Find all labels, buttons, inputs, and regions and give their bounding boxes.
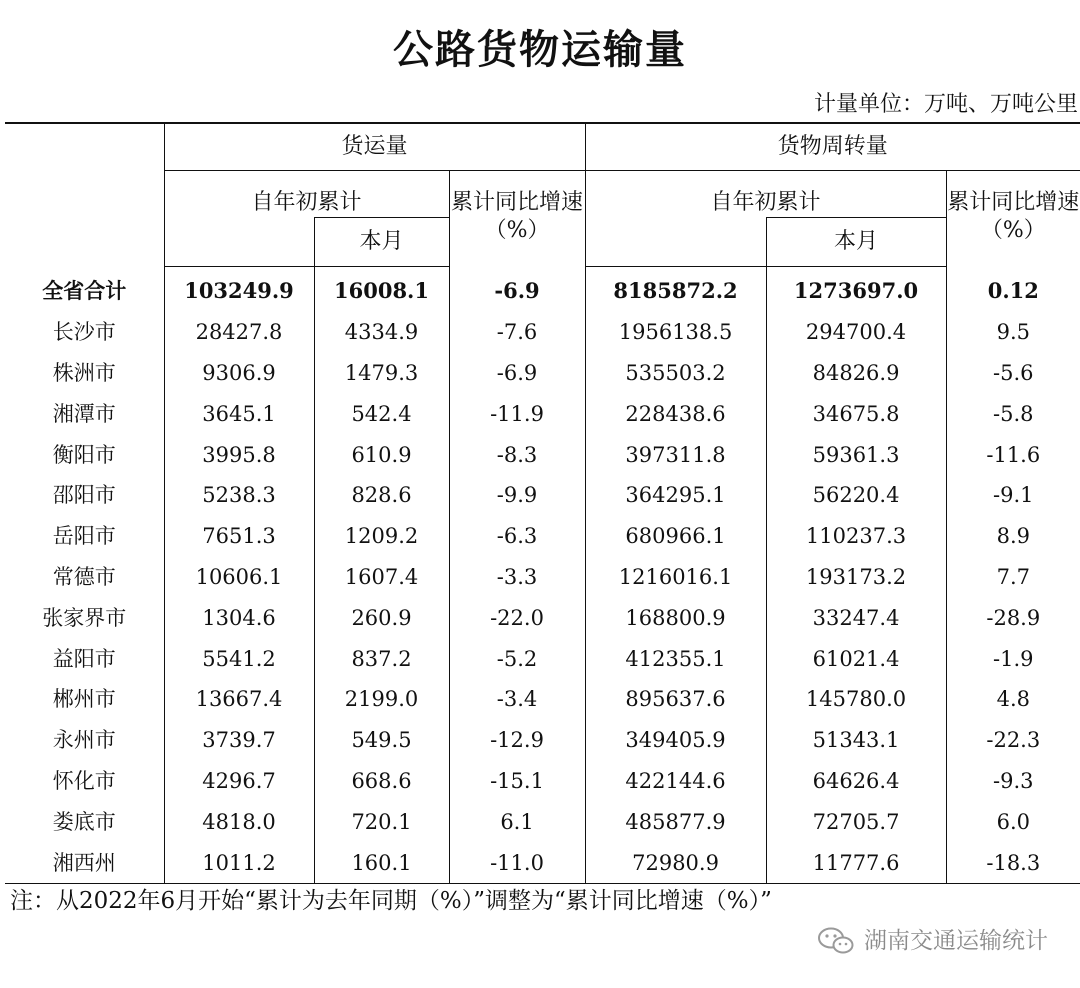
freight-ytd-cell: 3995.8 <box>164 434 314 475</box>
turnover-month-cell: 84826.9 <box>766 353 946 394</box>
table-row <box>5 638 1080 679</box>
turnover-yoy-cell: -22.3 <box>946 720 1080 761</box>
freight-month-cell: 2199.0 <box>314 679 449 720</box>
freight-ytd-cell: 5541.2 <box>164 638 314 679</box>
freight-yoy-header: 累计同比增速（%） <box>449 171 585 267</box>
turnover-yoy-cell: -28.9 <box>946 597 1080 638</box>
turnover-ytd-cell: 422144.6 <box>585 761 766 802</box>
freight-yoy-cell: -15.1 <box>449 761 585 802</box>
turnover-ytd-cell: 485877.9 <box>585 801 766 842</box>
turnover-ytd-cell: 72980.9 <box>585 842 766 883</box>
region-cell: 岳阳市 <box>52 524 116 549</box>
freight-month-header: 本月 <box>314 218 449 267</box>
freight-yoy-cell: -7.6 <box>449 312 585 353</box>
turnover-yoy-cell: 7.7 <box>946 557 1080 598</box>
turnover-month-cell: 64626.4 <box>766 761 946 802</box>
freight-month-cell: 1209.2 <box>314 516 449 557</box>
turnover-month-cell: 61021.4 <box>766 638 946 679</box>
turnover-ytd-cell: 8185872.2 <box>585 267 766 312</box>
freight-ytd-cell: 4818.0 <box>164 801 314 842</box>
turnover-month-cell: 145780.0 <box>766 679 946 720</box>
watermark <box>816 922 1048 960</box>
turnover-ytd-cell: 1956138.5 <box>585 312 766 353</box>
freight-ytd-cell: 1304.6 <box>164 597 314 638</box>
freight-month-cell: 542.4 <box>314 393 449 434</box>
freight-yoy-cell: -11.0 <box>449 842 585 883</box>
table-row <box>5 312 1080 353</box>
turnover-yoy-cell: -5.6 <box>946 353 1080 394</box>
turnover-yoy-cell: -9.1 <box>946 475 1080 516</box>
freight-yoy-cell: -8.3 <box>449 434 585 475</box>
table-row <box>5 475 1080 516</box>
turnover-ytd-cell: 895637.6 <box>585 679 766 720</box>
region-cell: 湘西州 <box>5 842 164 883</box>
region-cell: 全省合计 <box>42 278 127 304</box>
turnover-yoy-cell: 8.9 <box>946 516 1080 557</box>
freight-month-cell: 549.5 <box>314 720 449 761</box>
freight-yoy-cell: -11.9 <box>449 393 585 434</box>
table-body <box>5 267 1080 884</box>
turnover-header: 货物周转量 <box>585 123 1080 171</box>
turnover-ytd-spacer <box>585 218 766 267</box>
freight-volume-header: 货运量 <box>164 123 585 171</box>
turnover-yoy-cell: -1.9 <box>946 638 1080 679</box>
freight-yoy-cell: -6.9 <box>449 267 585 312</box>
freight-yoy-cell: -6.9 <box>449 353 585 394</box>
unit-label: 计量单位：万吨、万吨公里 <box>813 92 1078 117</box>
table-row <box>5 434 1080 475</box>
freight-month-cell: 610.9 <box>314 434 449 475</box>
turnover-yoy-cell: 4.8 <box>946 679 1080 720</box>
table-row <box>5 597 1080 638</box>
freight-ytd-cell: 5238.3 <box>164 475 314 516</box>
freight-yoy-cell: -22.0 <box>449 597 585 638</box>
region-cell: 郴州市 <box>52 687 116 712</box>
freight-yoy-cell: -3.3 <box>449 557 585 598</box>
turnover-ytd-cell: 364295.1 <box>585 475 766 516</box>
turnover-yoy-header: 累计同比增速（%） <box>946 171 1080 267</box>
freight-ytd-cell: 7651.3 <box>164 516 314 557</box>
turnover-ytd-cell: 680966.1 <box>585 516 766 557</box>
region-cell: 长沙市 <box>52 320 116 345</box>
page-title: 公路货物运输量 <box>393 26 687 73</box>
footnote: 注：从2022年6月开始“累计为去年同期（%）”调整为“累计同比增速（%）” <box>10 888 772 914</box>
freight-yoy-cell: -6.3 <box>449 516 585 557</box>
turnover-month-cell: 72705.7 <box>766 801 946 842</box>
table-row <box>5 557 1080 598</box>
turnover-yoy-cell: 9.5 <box>946 312 1080 353</box>
freight-month-cell: 260.9 <box>314 597 449 638</box>
freight-ytd-cell: 103249.9 <box>164 267 314 312</box>
region-cell: 株洲市 <box>52 360 116 385</box>
turnover-ytd-cell: 535503.2 <box>585 353 766 394</box>
table-row <box>5 267 1080 312</box>
freight-ytd-spacer <box>164 218 314 267</box>
turnover-month-cell: 59361.3 <box>766 434 946 475</box>
freight-month-cell: 720.1 <box>314 801 449 842</box>
table-row <box>5 353 1080 394</box>
turnover-ytd-cell: 1216016.1 <box>585 557 766 598</box>
turnover-month-cell: 34675.8 <box>766 393 946 434</box>
freight-yoy-cell: 6.1 <box>449 801 585 842</box>
freight-ytd-cell: 1011.2 <box>164 842 314 883</box>
region-cell: 常德市 <box>52 564 116 589</box>
freight-month-cell: 1479.3 <box>314 353 449 394</box>
region-cell: 邵阳市 <box>52 483 116 508</box>
turnover-yoy-cell: -5.8 <box>946 393 1080 434</box>
region-cell: 张家界市 <box>42 605 127 630</box>
freight-ytd-header: 自年初累计 <box>164 171 449 218</box>
table-row <box>5 720 1080 761</box>
wechat-icon <box>816 926 856 956</box>
freight-ytd-cell: 3739.7 <box>164 720 314 761</box>
watermark-text: 湖南交通运输统计 <box>864 928 1048 954</box>
turnover-yoy-cell: -11.6 <box>946 434 1080 475</box>
freight-ytd-cell: 9306.9 <box>164 353 314 394</box>
turnover-ytd-cell: 228438.6 <box>585 393 766 434</box>
freight-month-cell: 4334.9 <box>314 312 449 353</box>
turnover-month-cell: 56220.4 <box>766 475 946 516</box>
turnover-month-cell: 11777.6 <box>766 842 946 883</box>
region-cell: 怀化市 <box>52 768 116 793</box>
table-row <box>5 761 1080 802</box>
turnover-ytd-cell: 168800.9 <box>585 597 766 638</box>
turnover-yoy-cell: 6.0 <box>946 801 1080 842</box>
freight-yoy-cell: -5.2 <box>449 638 585 679</box>
freight-yoy-cell: -3.4 <box>449 679 585 720</box>
region-cell: 益阳市 <box>52 646 116 671</box>
freight-ytd-cell: 3645.1 <box>164 393 314 434</box>
turnover-month-cell: 1273697.0 <box>766 267 946 312</box>
turnover-month-cell: 51343.1 <box>766 720 946 761</box>
table-row <box>5 393 1080 434</box>
table-row <box>5 679 1080 720</box>
table-row <box>5 842 1080 883</box>
freight-month-cell: 837.2 <box>314 638 449 679</box>
region-cell: 湘潭市 <box>52 401 116 426</box>
turnover-month-cell: 33247.4 <box>766 597 946 638</box>
freight-yoy-cell: -12.9 <box>449 720 585 761</box>
turnover-ytd-cell: 412355.1 <box>585 638 766 679</box>
freight-month-cell: 1607.4 <box>314 557 449 598</box>
region-cell: 永州市 <box>52 728 116 753</box>
freight-ytd-cell: 13667.4 <box>164 679 314 720</box>
freight-month-cell: 160.1 <box>314 842 449 883</box>
freight-table <box>5 122 1080 884</box>
freight-ytd-cell: 4296.7 <box>164 761 314 802</box>
region-cell: 娄底市 <box>52 809 116 834</box>
turnover-yoy-cell: -18.3 <box>946 842 1080 883</box>
freight-month-cell: 828.6 <box>314 475 449 516</box>
turnover-month-cell: 110237.3 <box>766 516 946 557</box>
turnover-yoy-cell: -9.3 <box>946 761 1080 802</box>
region-cell: 衡阳市 <box>52 442 116 467</box>
freight-ytd-cell: 28427.8 <box>164 312 314 353</box>
region-header <box>5 123 164 267</box>
freight-month-cell: 668.6 <box>314 761 449 802</box>
turnover-ytd-cell: 349405.9 <box>585 720 766 761</box>
table-row <box>5 516 1080 557</box>
turnover-month-cell: 294700.4 <box>766 312 946 353</box>
freight-month-cell: 16008.1 <box>314 267 449 312</box>
turnover-yoy-cell: 0.12 <box>946 267 1080 312</box>
turnover-ytd-header: 自年初累计 <box>585 171 946 218</box>
table-row <box>5 801 1080 842</box>
turnover-month-header: 本月 <box>766 218 946 267</box>
turnover-month-cell: 193173.2 <box>766 557 946 598</box>
freight-yoy-cell: -9.9 <box>449 475 585 516</box>
turnover-ytd-cell: 397311.8 <box>585 434 766 475</box>
freight-ytd-cell: 10606.1 <box>164 557 314 598</box>
